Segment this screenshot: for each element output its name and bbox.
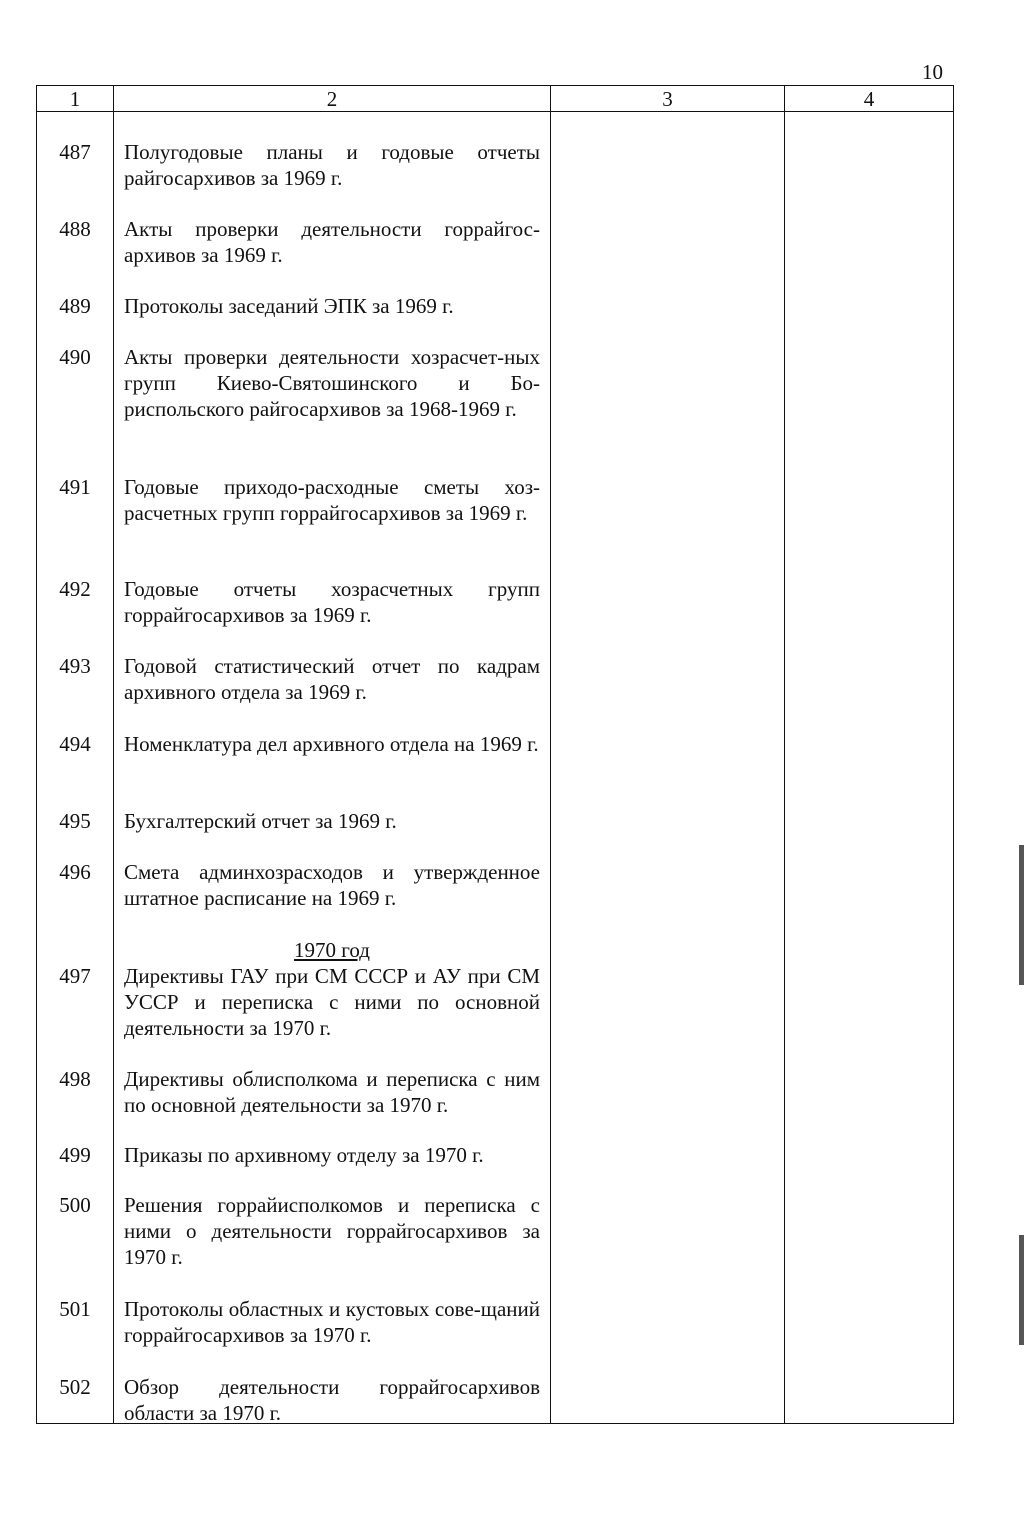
row-title: Директивы ГАУ при СМ СССР и АУ при СМ УССР и переписка с ними по основной деятельности за 1970 г. [124,964,540,1040]
scan-edge-mark [1019,1235,1024,1345]
row-number: 499 [59,1143,91,1167]
row-number: 498 [59,1067,91,1091]
column-divider [784,85,785,1424]
row-title: Полугодовые планы и годовые отчеты райгосархивов за 1969 г. [124,140,540,190]
row-title: Обзор деятельности горрайгосархивов области за 1970 г. [124,1375,540,1425]
row-number: 489 [59,294,91,318]
row-number: 488 [59,217,91,241]
row-number: 493 [59,654,91,678]
row-title: Директивы облисполкома и переписка с ним по основной деятельности за 1970 г. [124,1067,540,1117]
row-number: 500 [59,1193,91,1217]
column-divider [113,85,114,1424]
row-title: Приказы по архивному отделу за 1970 г. [124,1143,484,1167]
row-title: Годовой статистический отчет по кадрам архивного отдела за 1969 г. [124,654,540,704]
row-title: Протоколы областных и кустовых сове-щаний горрайгосархивов за 1970 г. [124,1297,540,1347]
column-header-4: 4 [863,87,875,111]
scan-edge-mark [1019,845,1024,985]
row-title: Бухгалтерский отчет за 1969 г. [124,809,397,833]
row-number: 496 [59,860,91,884]
row-number: 494 [59,732,91,756]
row-number: 495 [59,809,91,833]
section-heading-1970: 1970 год [294,938,370,962]
row-number: 501 [59,1297,91,1321]
row-number: 492 [59,577,91,601]
row-title: Годовые приходо-расходные сметы хоз-расчетных групп горрайгосархивов за 1969 г. [124,475,540,525]
page-number: 10 [922,60,943,84]
row-title: Решения горрайисполкомов и переписка с ними о деятельности горрайгосархивов за 1970 г. [124,1193,540,1269]
column-header-2: 2 [326,87,338,111]
row-title: Акты проверки деятельности хозрасчет-ных групп Киево-Святошинского и Бо-риспольского райгосархивов за 1968-1969 г. [124,345,540,421]
column-divider [550,85,551,1424]
row-number: 502 [59,1375,91,1399]
row-number: 491 [59,475,91,499]
row-number: 490 [59,345,91,369]
column-header-1: 1 [69,87,81,111]
column-header-3: 3 [662,87,673,111]
row-number: 497 [59,964,91,988]
row-title: Годовые отчеты хозрасчетных групп горрайгосархивов за 1969 г. [124,577,540,627]
row-title: Номенклатура дел архивного отдела на 1969 г. [124,732,539,756]
header-divider [36,111,954,112]
row-number: 487 [59,140,91,164]
row-title: Акты проверки деятельности горрайгос-архивов за 1969 г. [124,217,540,267]
row-title: Протоколы заседаний ЭПК за 1969 г. [124,294,454,318]
row-title: Смета админхозрасходов и утвержденное штатное расписание на 1969 г. [124,860,540,910]
